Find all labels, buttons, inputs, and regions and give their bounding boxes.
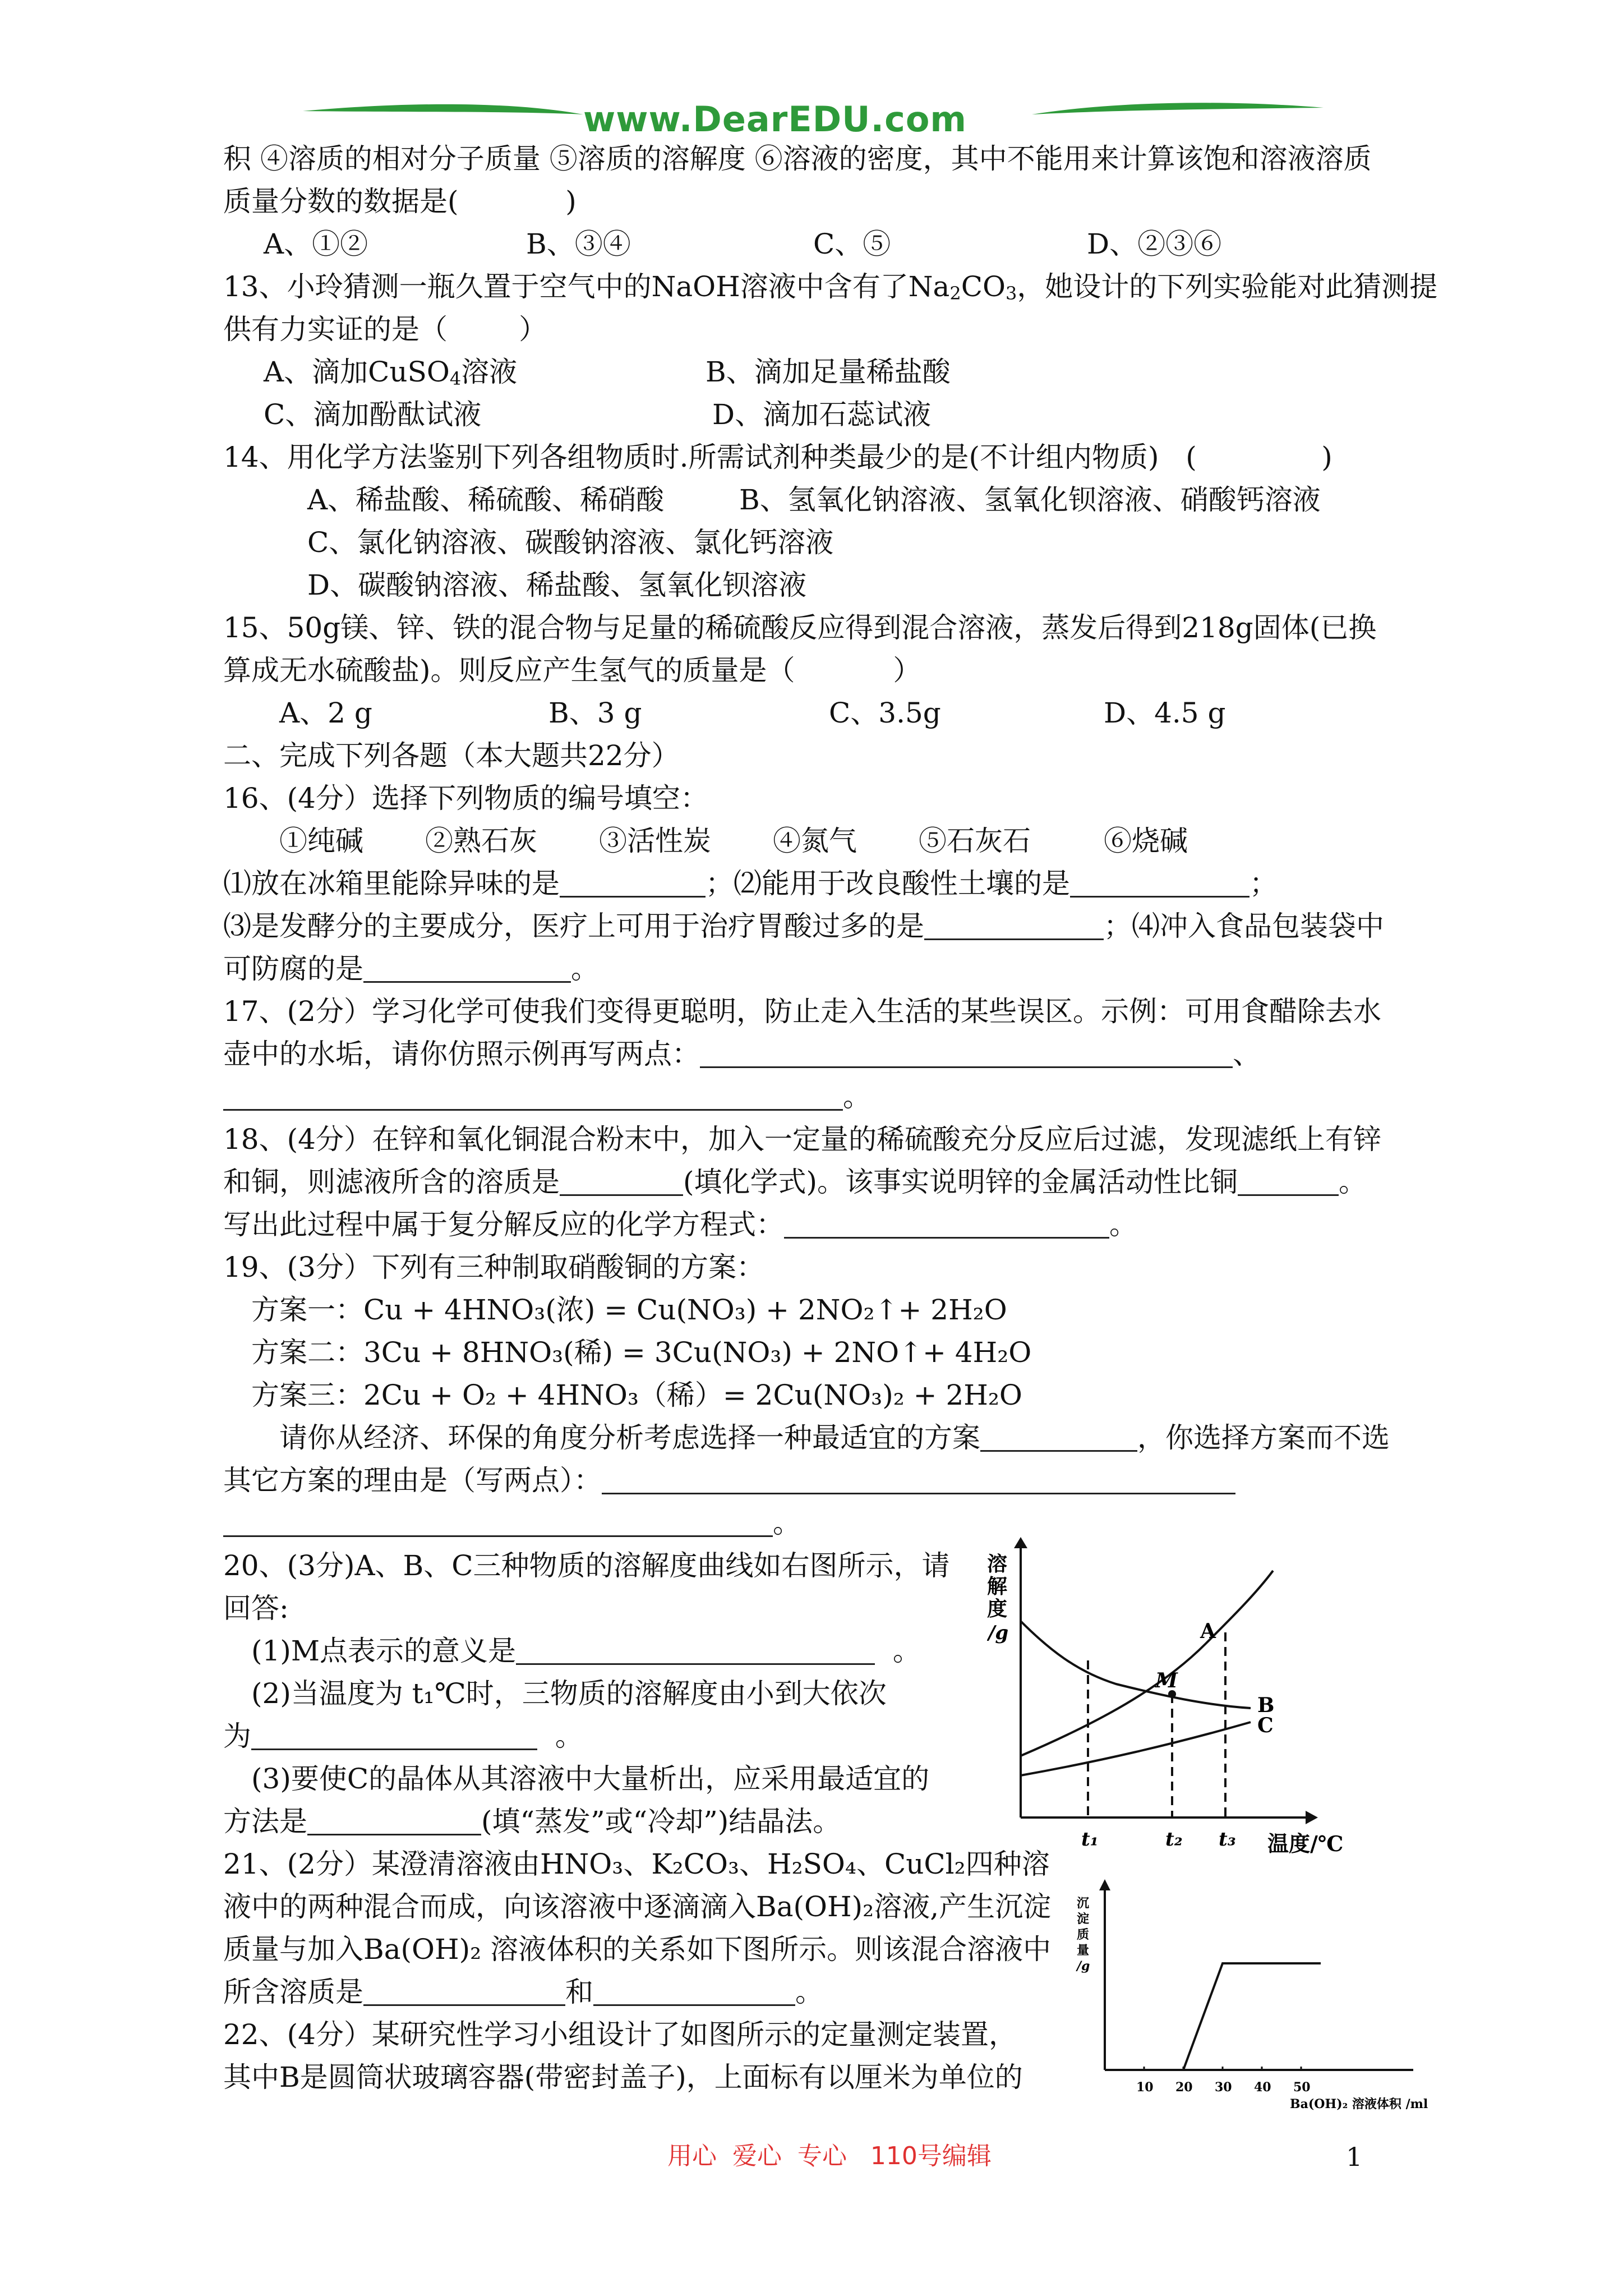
fig1-ylabel-4: /g <box>988 1622 1009 1644</box>
q14-option-d: D、碳酸钠溶液、稀盐酸、氢氧化钡溶液 <box>307 569 807 601</box>
q17-line2: 壶中的水垢，请你仿照示例再写两点： 、 <box>223 1038 1261 1070</box>
answer-blank[interactable] <box>363 956 571 983</box>
fig2-y-arrow <box>1099 1879 1110 1890</box>
q22-line2: 其中B是圆筒状玻璃容器(带密封盖子)，上面标有以厘米为单位的 <box>223 2061 1023 2093</box>
q15-stem1: 15、50g镁、锌、铁的混合物与足量的稀硫酸反应得到混合溶液，蒸发后得到218g固体(已换 <box>223 611 1377 644</box>
q14-stem: 14、用化学方法鉴别下列各组物质时.所需试剂种类最少的是(不计组内物质) ( ) <box>223 441 1332 473</box>
answer-blank[interactable] <box>251 1724 537 1750</box>
q18-line2: 和铜，则滤液所含的溶质是 (填化学式)。该事实说明锌的金属活动性比铜 。 <box>223 1166 1367 1198</box>
curve-c <box>1021 1722 1251 1775</box>
curve-a <box>1021 1571 1273 1756</box>
q16-item-1: ①纯碱 <box>279 825 363 857</box>
fig1-dashed-guides <box>1088 1632 1225 1818</box>
q13-option-d: D、滴加石蕊试液 <box>712 398 932 431</box>
q14-option-b: B、氢氧化钠溶液、氢氧化钡溶液、硝酸钙溶液 <box>739 484 1321 516</box>
q16-item-4: ④氮气 <box>773 825 857 857</box>
q21-line2: 液中的两种混合而成，向该溶液中逐滴滴入Ba(OH)₂溶液,产生沉淀 <box>223 1890 1052 1923</box>
q18-line3: 写出此过程中属于复分解反应的化学方程式： 。 <box>223 1208 1137 1241</box>
tick-t1: t₁ <box>1081 1828 1099 1851</box>
fig2-ylabel-5: /g <box>1077 1959 1090 1973</box>
answer-blank[interactable] <box>560 1170 683 1196</box>
fig2-ylabel-4: 量 <box>1077 1943 1090 1958</box>
fig1-y-arrow <box>1014 1537 1027 1548</box>
q13-option-b: B、滴加足量稀盐酸 <box>706 356 951 388</box>
section-heading: 二、完成下列各题（本大题共22分） <box>223 739 680 772</box>
q12-line2: 质量分数的数据是( ) <box>223 185 577 218</box>
q20-line3: (1)M点表示的意义是 。 <box>251 1635 921 1667</box>
q20-line5: 为 。 <box>223 1720 583 1752</box>
answer-blank[interactable] <box>223 1511 773 1537</box>
q19-plan3: 方案三：2Cu + O₂ + 4HNO₃（稀）= 2Cu(NO₃)₂ + 2H₂O <box>251 1379 1022 1411</box>
q21-line4: 所含溶质是 和 。 <box>223 1976 823 2008</box>
site-name: www.DearEDU.com <box>583 99 967 140</box>
answer-blank[interactable] <box>980 1425 1137 1452</box>
q22-line1: 22、(4分）某研究性学习小组设计了如图所示的定量测定装置， <box>223 2018 1017 2051</box>
q12-option-b: B、③④ <box>526 228 631 260</box>
fig1-ylabel-2: 解 <box>987 1575 1008 1598</box>
logo-swoosh-left <box>303 104 583 114</box>
fig2-text-group <box>1076 1896 1090 1973</box>
q16-line3: 可防腐的是 。 <box>223 953 599 985</box>
answer-blank[interactable] <box>223 1084 843 1111</box>
fig2-xtick-10: 10 <box>1136 2080 1154 2095</box>
q14-option-c: C、氯化钠溶液、碳酸钠溶液、氯化钙溶液 <box>307 526 834 559</box>
answer-blank[interactable] <box>560 871 706 898</box>
fig1-ylabel-1: 溶 <box>987 1552 1008 1576</box>
q15-stem2: 算成无水硫酸盐)。则反应产生氢气的质量是（ ） <box>223 654 921 687</box>
q19-plan2: 方案二：3Cu + 8HNO₃(稀) = 3Cu(NO₃) + 2NO↑+ 4H₂O <box>251 1336 1032 1369</box>
answer-blank[interactable] <box>1238 1170 1339 1196</box>
fig2-ylabel-3: 质 <box>1077 1927 1090 1942</box>
q12-line1: 积 ④溶质的相对分子质量 ⑤溶质的溶解度 ⑥溶液的密度，其中不能用来计算该饱和溶液溶质 <box>223 142 1372 175</box>
q13-stem2: 供有力实证的是（ ） <box>223 313 547 346</box>
answer-blank[interactable] <box>516 1639 875 1665</box>
q16-item-3: ③活性炭 <box>599 825 711 857</box>
q16-line1: ⑴放在冰箱里能除异味的是 ；⑵能用于改良酸性土壤的是 ； <box>223 867 1278 900</box>
fig2-ylabel-2: 淀 <box>1077 1912 1090 1926</box>
q19-reason: 其它方案的理由是（写两点）： <box>223 1466 1235 1494</box>
label-c: C <box>1257 1714 1274 1737</box>
answer-blank[interactable] <box>307 1809 481 1835</box>
q13-option-a: A、滴加CuSO$_4$溶液 <box>264 356 518 389</box>
q17-line3: 。 <box>223 1083 871 1111</box>
answer-blank[interactable] <box>924 914 1104 940</box>
fig2-xtick-30: 30 <box>1215 2080 1232 2095</box>
q16-item-2: ②熟石灰 <box>425 825 537 857</box>
q16-line2: ⑶是发酵分的主要成分，医疗上可用于治疗胃酸过多的是 ；⑷冲入食品包装袋中 <box>223 910 1384 942</box>
q16-item-5: ⑤石灰石 <box>919 825 1031 857</box>
solubility-figure <box>987 1537 1391 1862</box>
q19-plan1: 方案一：Cu + 4HNO₃(浓) = Cu(NO₃) + 2NO₂↑+ 2H₂O <box>251 1294 1007 1326</box>
fig1-ylabel-3: 度 <box>987 1597 1008 1621</box>
tick-t2: t₂ <box>1165 1828 1183 1851</box>
answer-blank[interactable] <box>363 1980 565 2006</box>
q17-line1: 17、(2分）学习化学可使我们变得更聪明，防止走入生活的某些误区。示例：可用食醋除去水 <box>223 995 1381 1028</box>
q13-stem: 13、小玲猜测一瓶久置于空气中的NaOH溶液中含有了$Na_2CO_3$，她设计的下列实验能对此猜测提 <box>223 270 1438 304</box>
fig2-xlabel: Ba(OH)₂ 溶液体积 /ml <box>1290 2097 1428 2111</box>
q14-option-a: A、稀盐酸、稀硫酸、稀硝酸 <box>307 484 665 516</box>
q20-line1: 20、(3分)A、B、C三种物质的溶解度曲线如右图所示，请 <box>223 1549 950 1582</box>
precipitate-figure <box>1066 1879 1447 2120</box>
label-m: M <box>1155 1669 1178 1692</box>
q19-ask: 请你从经济、环保的角度分析考虑选择一种最适宜的方案 ，你选择方案而不选 <box>279 1421 1390 1454</box>
q15-option-c: C、3.5g <box>829 697 941 729</box>
fig1-xlabel: 温度/℃ <box>1267 1831 1344 1856</box>
q19-stem: 19、(3分）下列有三种制取硝酸铜的方案： <box>223 1251 764 1283</box>
q21-line1: 21、(2分）某澄清溶液由HNO₃、K₂CO₃、H₂SO₄、CuCl₂四种溶 <box>223 1848 1050 1880</box>
label-a: A <box>1200 1619 1216 1643</box>
answer-blank[interactable] <box>593 1980 795 2006</box>
answer-blank[interactable] <box>1070 871 1249 898</box>
q21-line3: 质量与加入Ba(OH)₂ 溶液体积的关系如下图所示。则该混合溶液中 <box>223 1933 1052 1966</box>
page-number: 1 <box>1346 2142 1363 2172</box>
q19-reason-2: 。 <box>223 1509 801 1537</box>
q18-line1: 18、(4分）在锌和氧化铜混合粉末中，加入一定量的稀硫酸充分反应后过滤，发现滤纸上有锌 <box>223 1123 1381 1156</box>
q16-stem: 16、(4分）选择下列物质的编号填空： <box>223 782 708 815</box>
q20-line7: 方法是 (填“蒸发”或“冷却”)结晶法。 <box>223 1805 841 1838</box>
q20-line4: (2)当温度为 t₁℃时，三物质的溶解度由小到大依次 <box>251 1677 887 1710</box>
q15-option-b: B、3 g <box>548 697 642 729</box>
precipitate-line <box>1183 1963 1321 2070</box>
label-b: B <box>1257 1694 1275 1717</box>
logo-swoosh-right <box>1032 103 1324 114</box>
answer-blank[interactable] <box>602 1468 1235 1494</box>
q15-option-a: A、2 g <box>279 697 372 729</box>
answer-blank[interactable] <box>700 1042 1233 1068</box>
fig2-ylabel-1: 沉 <box>1077 1896 1090 1911</box>
tick-t3: t₃ <box>1219 1828 1236 1851</box>
q12-option-a: A、①② <box>264 228 368 260</box>
fig2-xtick-40: 40 <box>1254 2080 1271 2095</box>
q20-line6: (3)要使C的晶体从其溶液中大量析出，应采用最适宜的 <box>251 1763 930 1795</box>
answer-blank[interactable] <box>784 1212 1109 1239</box>
fig2-axes <box>1105 1886 1413 2070</box>
q12-option-d: D、②③⑥ <box>1087 228 1222 260</box>
footer-text: 用心 爱心 专心 110号编辑 <box>667 2142 992 2170</box>
q16-item-6: ⑥烧碱 <box>1104 825 1188 857</box>
fig2-xtick-20: 20 <box>1175 2080 1193 2095</box>
q12-option-c: C、⑤ <box>813 228 891 260</box>
fig1-x-arrow <box>1306 1811 1318 1824</box>
q15-option-d: D、4.5 g <box>1104 697 1226 729</box>
q20-line2: 回答: <box>223 1592 289 1625</box>
q13-option-c: C、滴加酚酞试液 <box>264 398 482 431</box>
fig2-xtick-50: 50 <box>1293 2080 1311 2095</box>
